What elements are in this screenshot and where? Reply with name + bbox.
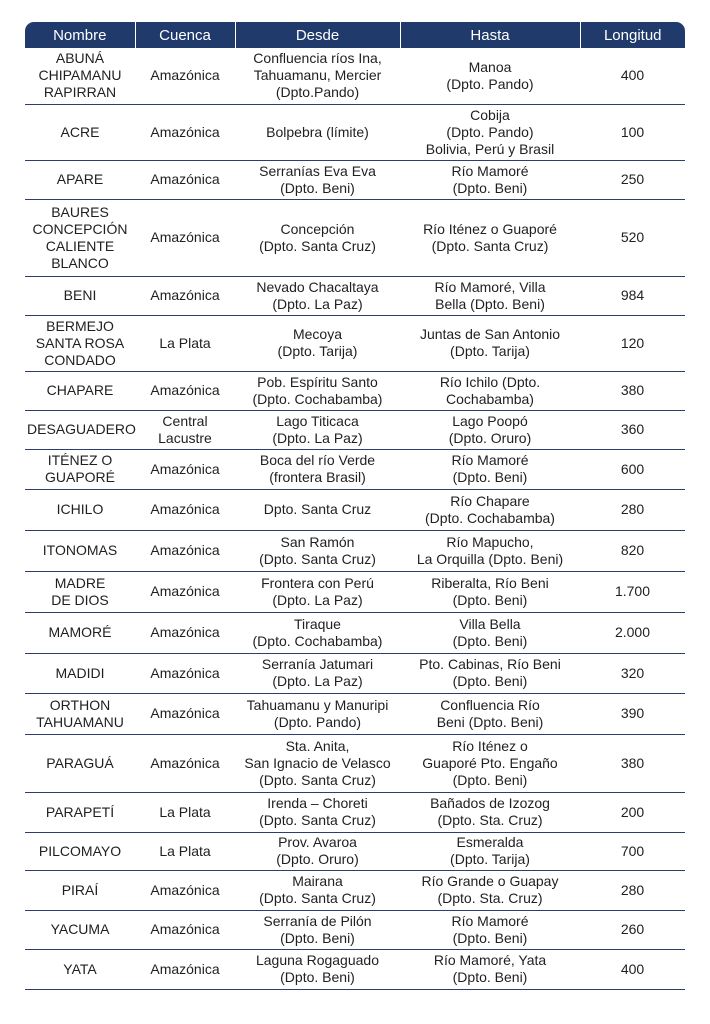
cell-nombre: ICHILO xyxy=(25,489,135,530)
table-row xyxy=(25,276,685,315)
table-row xyxy=(25,653,685,693)
cell-desde: Serranía Jatumari (Dpto. La Paz) xyxy=(235,653,400,693)
cell-nombre: MADRE DE DIOS xyxy=(25,571,135,612)
cell-hasta: Esmeralda (Dpto. Tarija) xyxy=(400,832,580,870)
table-row xyxy=(25,410,685,449)
cell-longitud: 280 xyxy=(580,870,685,910)
cell-cuenca: Amazónica xyxy=(135,653,235,693)
cell-desde: Tahuamanu y Manuripi (Dpto. Pando) xyxy=(235,693,400,734)
table-row xyxy=(25,449,685,489)
cell-longitud: 984 xyxy=(580,276,685,315)
cell-cuenca: La Plata xyxy=(135,792,235,832)
cell-nombre: YATA xyxy=(25,949,135,989)
cell-cuenca: Amazónica xyxy=(135,949,235,989)
cell-desde: Pob. Espíritu Santo (Dpto. Cochabamba) xyxy=(235,371,400,410)
cell-longitud: 1.700 xyxy=(580,571,685,612)
cell-hasta: Río Mapucho, La Orquilla (Dpto. Beni) xyxy=(400,530,580,571)
cell-hasta: Villa Bella (Dpto. Beni) xyxy=(400,612,580,653)
cell-nombre: MADIDI xyxy=(25,653,135,693)
cell-desde: Mecoya (Dpto. Tarija) xyxy=(235,315,400,371)
cell-hasta: Río Grande o Guapay (Dpto. Sta. Cruz) xyxy=(400,870,580,910)
cell-longitud: 320 xyxy=(580,653,685,693)
cell-cuenca: Amazónica xyxy=(135,693,235,734)
table-row xyxy=(25,571,685,612)
cell-longitud: 400 xyxy=(580,949,685,989)
cell-longitud: 380 xyxy=(580,734,685,792)
cell-nombre: BENI xyxy=(25,276,135,315)
cell-longitud: 600 xyxy=(580,449,685,489)
cell-desde: Irenda – Choreti (Dpto. Santa Cruz) xyxy=(235,792,400,832)
cell-desde: Nevado Chacaltaya (Dpto. La Paz) xyxy=(235,276,400,315)
header-cuenca: Cuenca xyxy=(135,22,235,48)
cell-nombre: CHAPARE xyxy=(25,371,135,410)
header-hasta: Hasta xyxy=(400,22,580,48)
cell-cuenca: Central Lacustre xyxy=(135,410,235,449)
cell-longitud: 520 xyxy=(580,199,685,276)
header-nombre: Nombre xyxy=(25,22,135,48)
cell-cuenca: La Plata xyxy=(135,315,235,371)
cell-nombre: BAURES CONCEPCIÓN CALIENTE BLANCO xyxy=(25,199,135,276)
cell-cuenca: Amazónica xyxy=(135,910,235,949)
cell-hasta: Cobija (Dpto. Pando) Bolivia, Perú y Brasil xyxy=(400,104,580,160)
table-row xyxy=(25,371,685,410)
table-row xyxy=(25,693,685,734)
table-body xyxy=(25,48,685,989)
cell-cuenca: La Plata xyxy=(135,832,235,870)
cell-desde: Dpto. Santa Cruz xyxy=(235,489,400,530)
cell-longitud: 2.000 xyxy=(580,612,685,653)
cell-nombre: BERMEJO SANTA ROSA CONDADO xyxy=(25,315,135,371)
rivers-table xyxy=(25,22,685,990)
cell-desde: Confluencia ríos Ina, Tahuamanu, Mercier (Dpto.Pando) xyxy=(235,48,400,104)
table-row xyxy=(25,489,685,530)
cell-hasta: Río Ichilo (Dpto. Cochabamba) xyxy=(400,371,580,410)
cell-longitud: 360 xyxy=(580,410,685,449)
cell-longitud: 390 xyxy=(580,693,685,734)
table-row xyxy=(25,870,685,910)
table-row xyxy=(25,199,685,276)
table-row xyxy=(25,832,685,870)
cell-cuenca: Amazónica xyxy=(135,199,235,276)
table-row xyxy=(25,315,685,371)
cell-longitud: 280 xyxy=(580,489,685,530)
table-header xyxy=(25,22,685,48)
cell-hasta: Río Chapare (Dpto. Cochabamba) xyxy=(400,489,580,530)
cell-hasta: Río Mamoré (Dpto. Beni) xyxy=(400,910,580,949)
cell-desde: Boca del río Verde (frontera Brasil) xyxy=(235,449,400,489)
cell-cuenca: Amazónica xyxy=(135,276,235,315)
cell-desde: Serranías Eva Eva (Dpto. Beni) xyxy=(235,160,400,199)
cell-hasta: Bañados de Izozog (Dpto. Sta. Cruz) xyxy=(400,792,580,832)
cell-cuenca: Amazónica xyxy=(135,489,235,530)
cell-hasta: Manoa (Dpto. Pando) xyxy=(400,48,580,104)
table-row xyxy=(25,530,685,571)
cell-hasta: Lago Poopó (Dpto. Oruro) xyxy=(400,410,580,449)
cell-hasta: Río Mamoré (Dpto. Beni) xyxy=(400,449,580,489)
cell-hasta: Río Mamoré, Villa Bella (Dpto. Beni) xyxy=(400,276,580,315)
header-row xyxy=(25,22,685,48)
cell-nombre: PILCOMAYO xyxy=(25,832,135,870)
cell-cuenca: Amazónica xyxy=(135,734,235,792)
table-row xyxy=(25,104,685,160)
cell-cuenca: Amazónica xyxy=(135,160,235,199)
cell-hasta: Pto. Cabinas, Río Beni (Dpto. Beni) xyxy=(400,653,580,693)
table-row xyxy=(25,612,685,653)
cell-longitud: 700 xyxy=(580,832,685,870)
table-row xyxy=(25,910,685,949)
cell-desde: Bolpebra (límite) xyxy=(235,104,400,160)
cell-nombre: ABUNÁ CHIPAMANU RAPIRRAN xyxy=(25,48,135,104)
cell-desde: Sta. Anita, San Ignacio de Velasco (Dpto. Santa Cruz) xyxy=(235,734,400,792)
cell-longitud: 260 xyxy=(580,910,685,949)
cell-desde: San Ramón (Dpto. Santa Cruz) xyxy=(235,530,400,571)
cell-hasta: Juntas de San Antonio (Dpto. Tarija) xyxy=(400,315,580,371)
cell-longitud: 380 xyxy=(580,371,685,410)
cell-nombre: YACUMA xyxy=(25,910,135,949)
cell-desde: Serranía de Pilón (Dpto. Beni) xyxy=(235,910,400,949)
cell-cuenca: Amazónica xyxy=(135,449,235,489)
cell-hasta: Confluencia Río Beni (Dpto. Beni) xyxy=(400,693,580,734)
cell-desde: Tiraque (Dpto. Cochabamba) xyxy=(235,612,400,653)
cell-cuenca: Amazónica xyxy=(135,371,235,410)
cell-longitud: 200 xyxy=(580,792,685,832)
cell-hasta: Río Iténez o Guaporé (Dpto. Santa Cruz) xyxy=(400,199,580,276)
table-row xyxy=(25,792,685,832)
table-row xyxy=(25,734,685,792)
cell-cuenca: Amazónica xyxy=(135,571,235,612)
table-row xyxy=(25,48,685,104)
cell-nombre: PARAPETÍ xyxy=(25,792,135,832)
cell-nombre: DESAGUADERO xyxy=(25,410,135,449)
cell-cuenca: Amazónica xyxy=(135,104,235,160)
cell-nombre: MAMORÉ xyxy=(25,612,135,653)
cell-desde: Prov. Avaroa (Dpto. Oruro) xyxy=(235,832,400,870)
cell-desde: Frontera con Perú (Dpto. La Paz) xyxy=(235,571,400,612)
cell-nombre: APARE xyxy=(25,160,135,199)
cell-nombre: PARAGUÁ xyxy=(25,734,135,792)
header-longitud: Longitud xyxy=(580,22,685,48)
cell-nombre: ITONOMAS xyxy=(25,530,135,571)
cell-cuenca: Amazónica xyxy=(135,870,235,910)
cell-longitud: 120 xyxy=(580,315,685,371)
table-row xyxy=(25,160,685,199)
cell-hasta: Río Mamoré, Yata (Dpto. Beni) xyxy=(400,949,580,989)
header-desde: Desde xyxy=(235,22,400,48)
cell-cuenca: Amazónica xyxy=(135,612,235,653)
cell-desde: Mairana (Dpto. Santa Cruz) xyxy=(235,870,400,910)
cell-desde: Concepción (Dpto. Santa Cruz) xyxy=(235,199,400,276)
cell-nombre: PIRAÍ xyxy=(25,870,135,910)
cell-hasta: Río Iténez o Guaporé Pto. Engaño (Dpto. Beni) xyxy=(400,734,580,792)
table-row xyxy=(25,949,685,989)
cell-nombre: ORTHON TAHUAMANU xyxy=(25,693,135,734)
cell-nombre: ACRE xyxy=(25,104,135,160)
cell-longitud: 820 xyxy=(580,530,685,571)
cell-hasta: Riberalta, Río Beni (Dpto. Beni) xyxy=(400,571,580,612)
cell-cuenca: Amazónica xyxy=(135,48,235,104)
cell-longitud: 100 xyxy=(580,104,685,160)
cell-hasta: Río Mamoré (Dpto. Beni) xyxy=(400,160,580,199)
cell-desde: Laguna Rogaguado (Dpto. Beni) xyxy=(235,949,400,989)
cell-nombre: ITÉNEZ O GUAPORÉ xyxy=(25,449,135,489)
cell-desde: Lago Titicaca (Dpto. La Paz) xyxy=(235,410,400,449)
rivers-table-container xyxy=(25,22,685,990)
cell-longitud: 250 xyxy=(580,160,685,199)
cell-cuenca: Amazónica xyxy=(135,530,235,571)
cell-longitud: 400 xyxy=(580,48,685,104)
